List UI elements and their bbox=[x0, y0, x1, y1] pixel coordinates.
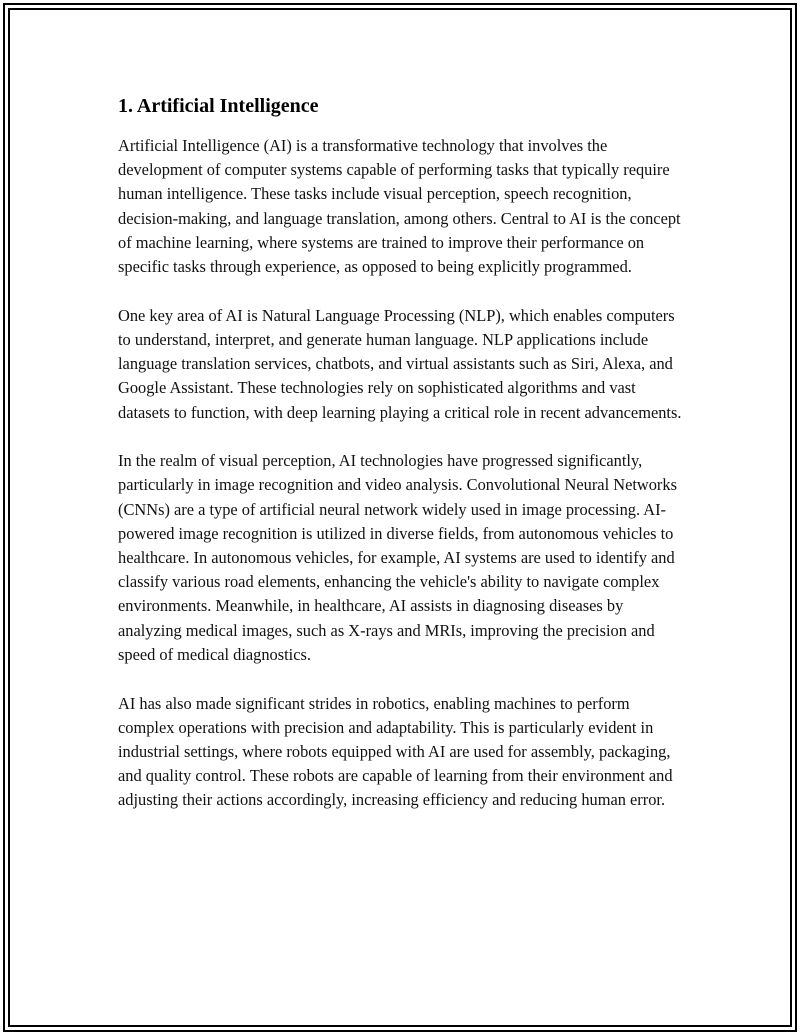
paragraph-intro: Artificial Intelligence (AI) is a transformative technology that involves the development of computer systems capable of performing tasks that typically require human intelligence. These tasks include visual perception, speech recognition, decision-making, and language translation, among others. Central to AI is the concept of machine learning, where systems are trained to improve their performance on specific tasks through experience, as opposed to being explicitly programmed. bbox=[118, 136, 681, 277]
paragraph-robotics: AI has also made significant strides in robotics, enabling machines to perform complex operations with precision and adaptability. This is particularly evident in industrial settings, where robots equipped with AI are used for assembly, packaging, and quality control. These robots are capable of learning from their environment and adjusting their actions accordingly, increasing efficiency and reducing human error. bbox=[118, 693, 673, 810]
paragraph-nlp: One key area of AI is Natural Language Processing (NLP), which enables computers to understand, interpret, and generate human language. NLP applications include language translation services, chatbots, and virtual assistants such as Siri, Alexa, and Google Assistant. These technologies rely on sophisticated algorithms and vast datasets to function, with deep learning playing a critical role in recent advancements. bbox=[118, 305, 682, 422]
paragraph-visual-perception: In the realm of visual perception, AI technologies have progressed significantly, particularly in image recognition and video analysis. Convolutional Neural Networks (CNNs) are a type of artificial neural network widely used in image processing. AI-powered image recognition is utilized in diverse fields, from autonomous vehicles to healthcare. In autonomous vehicles, for example, AI systems are used to identify and classify various road elements, enhancing the vehicle's ability to navigate complex environments. Meanwhile, in healthcare, AI assists in diagnosing diseases by analyzing medical images, such as X-rays and MRIs, improving the precision and speed of medical diagnostics. bbox=[118, 451, 677, 664]
document-body bbox=[118, 92, 688, 837]
section-heading: 1. Artificial Intelligence bbox=[118, 95, 319, 117]
